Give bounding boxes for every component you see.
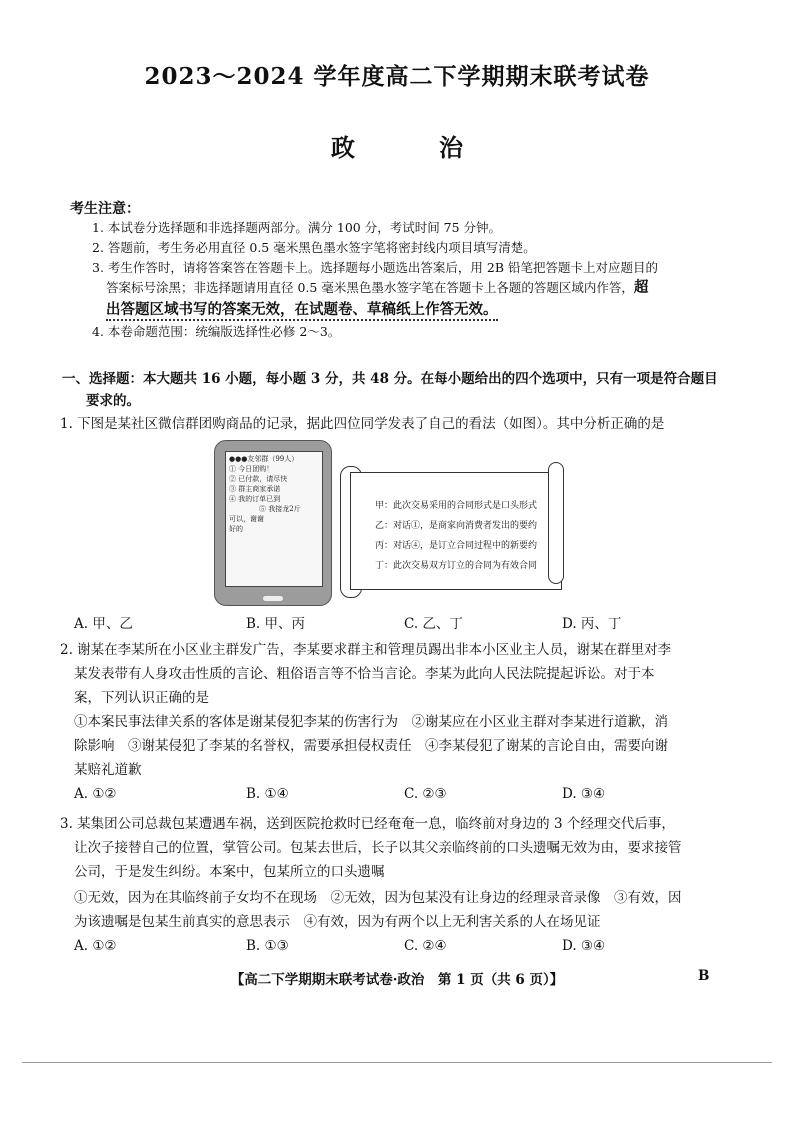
chat-log bbox=[226, 452, 322, 536]
notice-item-3-emph-a: 超 bbox=[633, 279, 649, 296]
section-heading-line1: 一、选择题：本大题共 16 小题，每小题 3 分，共 48 分。在每小题给出的四个选项中，只有一项是符合题目 bbox=[62, 371, 718, 387]
phone-screen bbox=[225, 451, 323, 587]
q3-line-3: 公司，于是发生纠纷。本案中，包某所立的口头遗嘱 bbox=[74, 864, 385, 880]
q2-line-2: 某发表带有人身攻击性质的言论、粗俗语言等不恰当言论。李某为此向人民法院提起诉讼。对于本 bbox=[74, 666, 655, 682]
q2-line-4: ①本案民事法律关系的客体是谢某侵犯李某的伤害行为 ②谢某应在小区业主群对李某进行道歉，消 bbox=[74, 714, 668, 730]
chat-line: ④ 我的订单已到 bbox=[229, 495, 281, 503]
page-footer: 【高二下学期期末联考试卷·政治 第 1 页（共 6 页）】 bbox=[230, 972, 564, 988]
notice-item-2: 2. 答题前，考生务必用直径 0.5 毫米黑色墨水签字笔将密封线内项目填写清楚。 bbox=[92, 240, 536, 255]
q1-stem: 1. 下图是某社区微信群团购商品的记录，据此四位同学发表了自己的看法（如图）。其中分析正确的是 bbox=[60, 416, 665, 432]
q3-option-d[interactable]: D. ③④ bbox=[562, 938, 606, 954]
q2-line-3: 案，下列认识正确的是 bbox=[74, 690, 209, 706]
opinion-bing: 丙：对话④，是订立合同过程中的新要约 bbox=[375, 541, 538, 551]
chat-line: ① 今日团购！ bbox=[229, 465, 274, 473]
chat-line: 好的 bbox=[229, 525, 243, 533]
q3-line-4: ①无效，因为在其临终前子女均不在现场 ②无效，因为包某没有让身边的经理录音录像 ③有效，因 bbox=[74, 890, 682, 906]
chat-line: ③ 群主商家承诺 bbox=[229, 485, 281, 493]
q2-line-6: 某赔礼道歉 bbox=[74, 762, 142, 778]
phone-home-button bbox=[263, 596, 283, 601]
section-heading-line2: 要求的。 bbox=[86, 393, 140, 409]
scroll-opinions bbox=[350, 472, 562, 590]
q2-option-c[interactable]: C. ②③ bbox=[404, 786, 447, 802]
q1-option-a[interactable]: A. 甲、乙 bbox=[74, 616, 133, 632]
q2-option-a[interactable]: A. ①② bbox=[74, 786, 117, 802]
q3-option-c[interactable]: C. ②④ bbox=[404, 938, 447, 954]
phone-illustration bbox=[214, 440, 332, 606]
notice-item-1: 1. 本试卷分选择题和非选择题两部分。满分 100 分，考试时间 75 分钟。 bbox=[92, 220, 502, 235]
paper-version-code: B bbox=[698, 968, 710, 984]
chat-line: ●●●友邻群（99人） bbox=[229, 455, 299, 463]
q1-option-b[interactable]: B. 甲、丙 bbox=[246, 616, 306, 632]
q2-line-1: 2. 谢某在李某所在小区业主群发广告，李某要求群主和管理员踢出非本小区业主人员，谢某在群里对李 bbox=[60, 642, 672, 658]
q3-line-5: 为该遗嘱是包某生前真实的意思表示 ④有效，因为有两个以上无利害关系的人在场见证 bbox=[74, 914, 601, 930]
q3-option-b[interactable]: B. ①③ bbox=[246, 938, 289, 954]
notice-item-3-line2: 答案标号涂黑；非选择题请用直径 0.5 毫米黑色墨水签字笔在答题卡上各题的答题区域内作答， bbox=[106, 280, 634, 295]
q2-option-d[interactable]: D. ③④ bbox=[562, 786, 606, 802]
exam-title: 2023～2024 学年度高二下学期期末联考试卷 bbox=[144, 63, 650, 90]
opinion-jia: 甲：此次交易采用的合同形式是口头形式 bbox=[375, 501, 538, 511]
notice-item-3: 3. 考生作答时，请将答案答在答题卡上。选择题每小题选出答案后，用 2B 铅笔把答题卡上对应题目的 bbox=[92, 260, 658, 275]
notice-heading: 考生注意： bbox=[70, 201, 140, 217]
chat-line: 可以，谢谢 bbox=[229, 515, 264, 523]
subject-title: 政 治 bbox=[331, 133, 493, 162]
notice-item-3-cont bbox=[106, 278, 648, 298]
section-heading bbox=[62, 368, 752, 412]
q3-line-1: 3. 某集团公司总裁包某遭遇车祸，送到医院抢救时已经奄奄一息，临终前对身边的 3 个经理交代后事， bbox=[60, 816, 675, 832]
q2-option-b[interactable]: B. ①④ bbox=[246, 786, 289, 802]
notice-item-3-line3: 出答题区域书写的答案无效，在试题卷、草稿纸上作答无效。 bbox=[106, 301, 498, 321]
q1-option-c[interactable]: C. 乙、丁 bbox=[404, 616, 463, 632]
notice-item-4: 4. 本卷命题范围：统编版选择性必修 2～3。 bbox=[92, 324, 341, 339]
scroll-roll-right bbox=[548, 462, 564, 584]
chat-line: ⑤ 我接龙2斤 bbox=[259, 505, 301, 513]
q3-line-2: 让次子接替自己的位置，掌管公司。包某去世后，长子以其父亲临终前的口头遗嘱无效为由，要求接管 bbox=[74, 840, 682, 856]
notice-item-3-emph bbox=[106, 300, 498, 320]
bottom-divider bbox=[22, 1062, 772, 1063]
q1-option-d[interactable]: D. 丙、丁 bbox=[562, 616, 622, 632]
q3-option-a[interactable]: A. ①② bbox=[74, 938, 117, 954]
q2-line-5: 除影响 ③谢某侵犯了李某的名誉权，需要承担侵权责任 ④李某侵犯了谢某的言论自由，需要向谢 bbox=[74, 738, 668, 754]
chat-line: ② 已付款，请尽快 bbox=[229, 475, 288, 483]
opinion-ding: 丁：此次交易双方订立的合同为有效合同 bbox=[375, 561, 538, 571]
opinion-yi: 乙：对话①，是商家向消费者发出的要约 bbox=[375, 521, 538, 531]
